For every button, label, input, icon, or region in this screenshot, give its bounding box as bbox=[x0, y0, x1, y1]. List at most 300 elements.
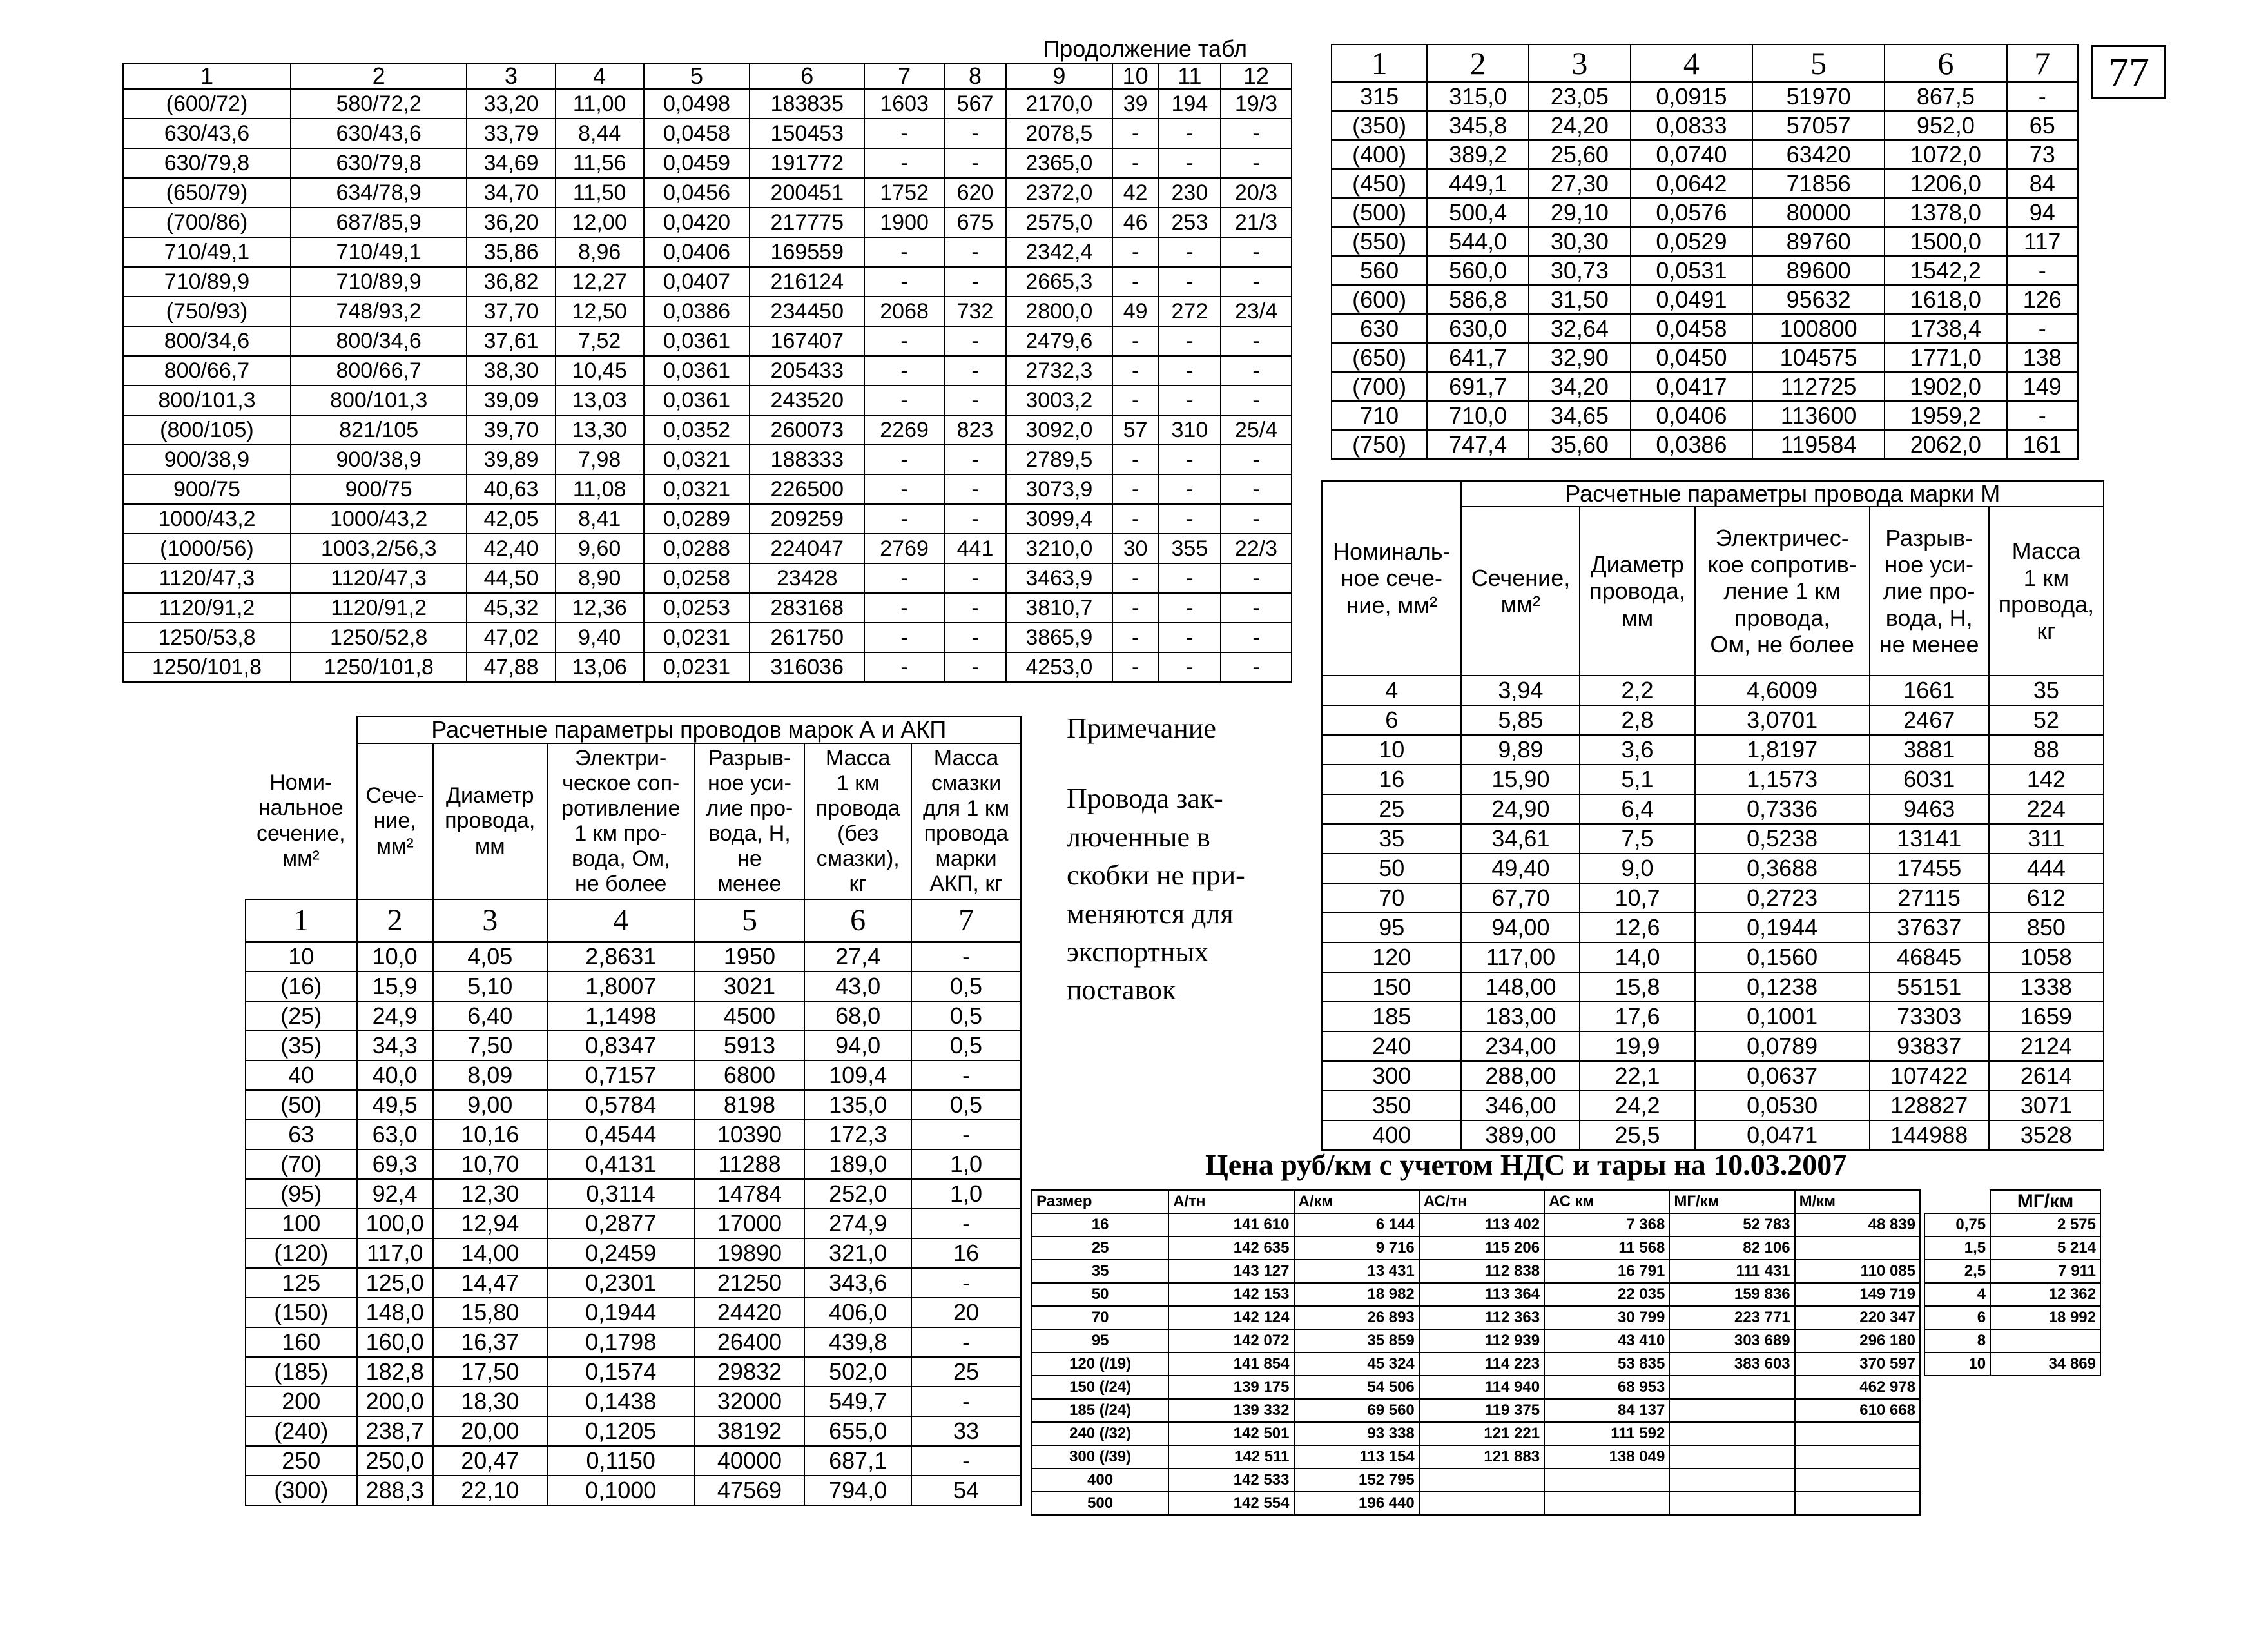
table-cell: 12,50 bbox=[556, 297, 644, 326]
table-cell: - bbox=[864, 326, 944, 356]
table-cell: 3,94 bbox=[1461, 676, 1580, 705]
table-cell: - bbox=[1159, 148, 1221, 178]
table-cell: 68 953 bbox=[1544, 1376, 1669, 1399]
table-cell: 113600 bbox=[1752, 401, 1885, 430]
table-cell: 0,0407 bbox=[644, 267, 750, 297]
table-cell: 1250/52,8 bbox=[291, 623, 467, 652]
table-row bbox=[1924, 1329, 2100, 1353]
table-cell: 160 bbox=[246, 1327, 357, 1357]
table-cell: 5 bbox=[695, 899, 805, 942]
table-cell: 21/3 bbox=[1221, 208, 1292, 237]
table-cell: 0,0459 bbox=[644, 148, 750, 178]
table-cell: 1120/47,3 bbox=[291, 563, 467, 593]
table-cell: 240 bbox=[1322, 1031, 1461, 1061]
table-cell: - bbox=[944, 563, 1006, 593]
table-row bbox=[246, 972, 1021, 1001]
table-cell: 0,0321 bbox=[644, 445, 750, 474]
table-cell: 120 bbox=[1322, 943, 1461, 972]
table-cell: 630/43,6 bbox=[291, 119, 467, 148]
table-cell: 94 bbox=[2007, 198, 2078, 227]
table-cell: 52 783 bbox=[1669, 1213, 1794, 1236]
table-row bbox=[123, 445, 1292, 474]
table-cell: 11 568 bbox=[1544, 1236, 1669, 1260]
table-row bbox=[1924, 1306, 2100, 1329]
table-cell: 167407 bbox=[750, 326, 864, 356]
table-cell: 24420 bbox=[695, 1298, 805, 1327]
table-cell: 128827 bbox=[1870, 1091, 1989, 1120]
table-row bbox=[1332, 169, 2078, 198]
table-cell: - bbox=[1159, 474, 1221, 504]
table-cell: 150 (/24) bbox=[1032, 1376, 1168, 1399]
table-cell: 67,70 bbox=[1461, 883, 1580, 913]
table-cell: 21250 bbox=[695, 1268, 805, 1298]
table-cell: 2,5 bbox=[1924, 1260, 1990, 1283]
table-cell: 3021 bbox=[695, 972, 805, 1001]
table-cell: 1771,0 bbox=[1885, 343, 2006, 372]
table-cell: 6,4 bbox=[1580, 794, 1694, 824]
table-cell bbox=[1795, 1492, 1920, 1515]
table-cell: 3 bbox=[1529, 44, 1631, 82]
table-cell: Разрыв- ное уси- лие про- вода, Н, не менее bbox=[1870, 507, 1989, 676]
table-cell: (750/93) bbox=[123, 297, 291, 326]
note-line: экспортных bbox=[1067, 935, 1208, 968]
table-cell: 15,80 bbox=[433, 1298, 547, 1327]
table-row bbox=[246, 1149, 1021, 1179]
table-cell: 45 324 bbox=[1294, 1353, 1419, 1376]
table-row bbox=[1032, 1353, 1920, 1376]
table-row bbox=[1032, 1236, 1920, 1260]
header-row bbox=[1032, 1190, 1920, 1213]
table-cell: 71856 bbox=[1752, 169, 1885, 198]
table-cell: - bbox=[911, 1060, 1021, 1090]
table-cell: - bbox=[1221, 356, 1292, 386]
table-cell: 2 bbox=[357, 899, 433, 942]
table-cell: 641,7 bbox=[1427, 343, 1529, 372]
table-cell: 2479,6 bbox=[1006, 326, 1112, 356]
table-cell: 50 bbox=[1322, 854, 1461, 883]
table-cell: 46 bbox=[1112, 208, 1159, 237]
table-cell: 500 bbox=[1032, 1492, 1168, 1515]
table-cell: 183,00 bbox=[1461, 1002, 1580, 1031]
table-continuation bbox=[122, 35, 1292, 683]
table-cell: 16 bbox=[911, 1238, 1021, 1268]
table-cell: 0,2723 bbox=[1695, 883, 1870, 913]
table-cell: - bbox=[1159, 267, 1221, 297]
table-cell: 183835 bbox=[750, 89, 864, 119]
column-number-row bbox=[1332, 44, 2078, 82]
table-cell: 0,5 bbox=[911, 1090, 1021, 1120]
table-cell: 54 bbox=[911, 1476, 1021, 1505]
table-row bbox=[1332, 430, 2078, 459]
table-cell: 95 bbox=[1032, 1329, 1168, 1353]
table-cell: 3071 bbox=[1989, 1091, 2104, 1120]
table-cell: (550) bbox=[1332, 227, 1427, 256]
table-row bbox=[123, 178, 1292, 208]
table-cell: 449,1 bbox=[1427, 169, 1529, 198]
table-cell: - bbox=[944, 267, 1006, 297]
table-cell: 35 bbox=[1322, 824, 1461, 854]
table-cell: 0,4131 bbox=[547, 1149, 695, 1179]
table-cell: 10 bbox=[1322, 735, 1461, 765]
table-cell: 0,0915 bbox=[1631, 82, 1752, 111]
table-cell: 36,82 bbox=[467, 267, 555, 297]
table-cell: 33,79 bbox=[467, 119, 555, 148]
table-cell: 2078,5 bbox=[1006, 119, 1112, 148]
table-row bbox=[246, 1327, 1021, 1357]
table-cell: 439,8 bbox=[804, 1327, 911, 1357]
table-cell: 260073 bbox=[750, 415, 864, 445]
table-cell: - bbox=[1221, 474, 1292, 504]
table-cell: 6 bbox=[1322, 705, 1461, 735]
table-cell: 303 689 bbox=[1669, 1329, 1794, 1353]
table-cell: 4253,0 bbox=[1006, 652, 1112, 682]
table-cell: 20/3 bbox=[1221, 178, 1292, 208]
table-cell: - bbox=[944, 356, 1006, 386]
table-cell: 0,0406 bbox=[1631, 401, 1752, 430]
table-cell: 200 bbox=[246, 1387, 357, 1416]
table-cell: 172,3 bbox=[804, 1120, 911, 1149]
table-cell: - bbox=[1221, 148, 1292, 178]
table-cell: 634/78,9 bbox=[291, 178, 467, 208]
table-cell: 110 085 bbox=[1795, 1260, 1920, 1283]
table-cell: 1120/91,2 bbox=[123, 593, 291, 623]
table-cell: 1,5 bbox=[1924, 1236, 1990, 1260]
table-cell: 610 668 bbox=[1795, 1399, 1920, 1422]
table-cell bbox=[1669, 1376, 1794, 1399]
table-cell: 43,0 bbox=[804, 972, 911, 1001]
table-cell: 200,0 bbox=[357, 1387, 433, 1416]
table-cell: 0,0352 bbox=[644, 415, 750, 445]
table-cell: 3 bbox=[467, 63, 555, 89]
table-cell: 9,89 bbox=[1461, 735, 1580, 765]
table-cell: 141 854 bbox=[1168, 1353, 1294, 1376]
table-cell: 343,6 bbox=[804, 1268, 911, 1298]
table-cell: 1,0 bbox=[911, 1149, 1021, 1179]
table-cell: 20,47 bbox=[433, 1446, 547, 1476]
table-cell: 34,61 bbox=[1461, 824, 1580, 854]
table-row bbox=[1332, 314, 2078, 343]
table-cell: 580/72,2 bbox=[291, 89, 467, 119]
table-cell: - bbox=[944, 652, 1006, 682]
table-cell: 0,0498 bbox=[644, 89, 750, 119]
table-cell: 560 bbox=[1332, 256, 1427, 285]
table-cell: 126 bbox=[2007, 285, 2078, 314]
table-cell: 710/89,9 bbox=[123, 267, 291, 297]
table-cell: 7 bbox=[864, 63, 944, 89]
table-cell: 84 137 bbox=[1544, 1399, 1669, 1422]
table-cell: 35,86 bbox=[467, 237, 555, 267]
table-cell: 900/38,9 bbox=[123, 445, 291, 474]
table-cell: 794,0 bbox=[804, 1476, 911, 1505]
table-cell: 1738,4 bbox=[1885, 314, 2006, 343]
table-cell: 30,30 bbox=[1529, 227, 1631, 256]
table-cell: 196 440 bbox=[1294, 1492, 1419, 1515]
table-cell bbox=[1544, 1469, 1669, 1492]
table-cell: 7 bbox=[2007, 44, 2078, 82]
table-row bbox=[1322, 705, 2104, 735]
table-cell: 3463,9 bbox=[1006, 563, 1112, 593]
table-cell: МГ/км bbox=[1669, 1190, 1794, 1213]
table-cell: 38192 bbox=[695, 1416, 805, 1446]
table-row bbox=[1322, 854, 2104, 883]
table-m bbox=[1321, 480, 2104, 1151]
table-cell: (700/86) bbox=[123, 208, 291, 237]
table-row bbox=[1332, 227, 2078, 256]
table-continuation-right bbox=[1331, 44, 2079, 460]
mg-price-table bbox=[1924, 1189, 2101, 1376]
table-cell: 185 bbox=[1322, 1002, 1461, 1031]
table-cell: 5 bbox=[1752, 44, 1885, 82]
table-cell: 2614 bbox=[1989, 1061, 2104, 1091]
table-cell: 5,10 bbox=[433, 972, 547, 1001]
table-row bbox=[123, 267, 1292, 297]
table-cell: - bbox=[911, 1268, 1021, 1298]
table-cell: 10 bbox=[1924, 1353, 1990, 1376]
table-a-akp bbox=[245, 716, 1022, 1506]
table-cell: Разрыв- ное уси- лие про- вода, Н, не менее bbox=[695, 743, 805, 899]
table-cell: 27,30 bbox=[1529, 169, 1631, 198]
table-caption-row bbox=[246, 716, 1021, 743]
table-cell: 300 bbox=[1322, 1061, 1461, 1091]
table-cell: 7,98 bbox=[556, 445, 644, 474]
table-cell: 40,0 bbox=[357, 1060, 433, 1090]
table-cell: 209259 bbox=[750, 504, 864, 534]
table-row bbox=[1032, 1399, 1920, 1422]
table-cell: - bbox=[864, 563, 944, 593]
table-cell: 7 368 bbox=[1544, 1213, 1669, 1236]
table-row bbox=[1032, 1445, 1920, 1469]
table-cell: 311 bbox=[1989, 824, 2104, 854]
table-cell: (120) bbox=[246, 1238, 357, 1268]
table-row bbox=[1322, 765, 2104, 794]
table-cell: 586,8 bbox=[1427, 285, 1529, 314]
table-cell: 12,6 bbox=[1580, 913, 1694, 943]
table-cell: 0,5 bbox=[911, 972, 1021, 1001]
table-row bbox=[246, 1476, 1021, 1505]
table-cell: 20,00 bbox=[433, 1416, 547, 1446]
table-cell: 1000/43,2 bbox=[291, 504, 467, 534]
table-cell: 5913 bbox=[695, 1031, 805, 1060]
table-cell: 2732,3 bbox=[1006, 356, 1112, 386]
table-cell: 710/89,9 bbox=[291, 267, 467, 297]
table-cell: 33 bbox=[911, 1416, 1021, 1446]
table-cell: 43 410 bbox=[1544, 1329, 1669, 1353]
table-cell: 4,6009 bbox=[1695, 676, 1870, 705]
table-cell: (240) bbox=[246, 1416, 357, 1446]
table-cell: 900/75 bbox=[123, 474, 291, 504]
table-cell: 68,0 bbox=[804, 1001, 911, 1031]
table-cell: 15,90 bbox=[1461, 765, 1580, 794]
table-cell: 34,65 bbox=[1529, 401, 1631, 430]
table-cell: 24,20 bbox=[1529, 111, 1631, 140]
table-cell: - bbox=[1112, 148, 1159, 178]
table-cell: 22/3 bbox=[1221, 534, 1292, 563]
table-cell: - bbox=[1221, 267, 1292, 297]
table-cell: 26 893 bbox=[1294, 1306, 1419, 1329]
table-cell: - bbox=[864, 652, 944, 682]
table-cell: 2,8 bbox=[1580, 705, 1694, 735]
table-cell: 253 bbox=[1159, 208, 1221, 237]
table-cell: 10,0 bbox=[357, 942, 433, 972]
table-cell: 95 bbox=[1322, 913, 1461, 943]
table-cell: 12,27 bbox=[556, 267, 644, 297]
table-cell: 0,0458 bbox=[644, 119, 750, 148]
table-cell: 25/4 bbox=[1221, 415, 1292, 445]
table-cell: 49 bbox=[1112, 297, 1159, 326]
table-cell: 148,0 bbox=[357, 1298, 433, 1327]
table-row bbox=[1332, 82, 2078, 111]
table-cell: 710/49,1 bbox=[123, 237, 291, 267]
table-cell: 36,20 bbox=[467, 208, 555, 237]
table-cell: 53 835 bbox=[1544, 1353, 1669, 1376]
table-row bbox=[123, 208, 1292, 237]
table-cell: - bbox=[1221, 563, 1292, 593]
table-row bbox=[246, 1416, 1021, 1446]
table-cell: А/км bbox=[1294, 1190, 1419, 1213]
table-cell: - bbox=[1221, 445, 1292, 474]
table-cell: 121 221 bbox=[1419, 1422, 1544, 1445]
table-cell: 1500,0 bbox=[1885, 227, 2006, 256]
table-cell: 89600 bbox=[1752, 256, 1885, 285]
table-cell: - bbox=[1159, 356, 1221, 386]
table-cell: 23,05 bbox=[1529, 82, 1631, 111]
table-cell: 82 106 bbox=[1669, 1236, 1794, 1260]
table-row bbox=[1322, 735, 2104, 765]
table-cell: - bbox=[944, 148, 1006, 178]
table-cell: 0,0231 bbox=[644, 623, 750, 652]
table-cell: 18 982 bbox=[1294, 1283, 1419, 1306]
table-row bbox=[1924, 1213, 2100, 1236]
table-cell: 0,0458 bbox=[1631, 314, 1752, 343]
table-cell: 11,50 bbox=[556, 178, 644, 208]
table-cell: 47569 bbox=[695, 1476, 805, 1505]
table-cell: Электричес- кое сопротив- ление 1 км провода, Ом, не более bbox=[1695, 507, 1870, 676]
table-cell: 544,0 bbox=[1427, 227, 1529, 256]
table-cell: 2 575 bbox=[1990, 1213, 2100, 1236]
table-cell: - bbox=[864, 119, 944, 148]
table-row bbox=[246, 1090, 1021, 1120]
table-cell: 748/93,2 bbox=[291, 297, 467, 326]
table-cell: 1959,2 bbox=[1885, 401, 2006, 430]
table-cell: 0,0740 bbox=[1631, 140, 1752, 169]
table-row bbox=[123, 386, 1292, 415]
table-row bbox=[246, 1387, 1021, 1416]
table-cell: 1,8007 bbox=[547, 972, 695, 1001]
table-cell: 406,0 bbox=[804, 1298, 911, 1327]
table-row bbox=[1924, 1260, 2100, 1283]
table-cell: 47,02 bbox=[467, 623, 555, 652]
table-row bbox=[246, 1298, 1021, 1327]
table-cell: 159 836 bbox=[1669, 1283, 1794, 1306]
table-cell: 25 bbox=[1322, 794, 1461, 824]
table-cell: 0,0231 bbox=[644, 652, 750, 682]
table-cell: 73 bbox=[2007, 140, 2078, 169]
table-row bbox=[1322, 1002, 2104, 1031]
table-cell: - bbox=[944, 474, 1006, 504]
table-caption-row bbox=[1322, 481, 2104, 507]
table-cell: (1000/56) bbox=[123, 534, 291, 563]
table-cell: Электри- ческое соп- ротивление 1 км про- вода, Ом, не более bbox=[547, 743, 695, 899]
table-cell: 49,40 bbox=[1461, 854, 1580, 883]
table-cell: 142 533 bbox=[1168, 1469, 1294, 1492]
table-row bbox=[246, 1268, 1021, 1298]
table-row bbox=[1924, 1236, 2100, 1260]
table-cell: 2068 bbox=[864, 297, 944, 326]
table-cell: 2269 bbox=[864, 415, 944, 445]
table-cell: 1000/43,2 bbox=[123, 504, 291, 534]
table-row bbox=[1322, 824, 2104, 854]
table-cell: 11,08 bbox=[556, 474, 644, 504]
table-cell: 89760 bbox=[1752, 227, 1885, 256]
table-cell: 65 bbox=[2007, 111, 2078, 140]
table-cell: 148,00 bbox=[1461, 972, 1580, 1002]
table-cell: 630/79,8 bbox=[123, 148, 291, 178]
table-cell: (700) bbox=[1332, 372, 1427, 401]
table-cell: 315,0 bbox=[1427, 82, 1529, 111]
table-cell: 216124 bbox=[750, 267, 864, 297]
table-cell: - bbox=[864, 593, 944, 623]
table-cell: 142 124 bbox=[1168, 1306, 1294, 1329]
table-cell: (350) bbox=[1332, 111, 1427, 140]
table-cell: - bbox=[911, 1327, 1021, 1357]
table-row bbox=[1032, 1469, 1920, 1492]
table-cell: 315 bbox=[1332, 82, 1427, 111]
table-cell: 1250/53,8 bbox=[123, 623, 291, 652]
table-row bbox=[123, 148, 1292, 178]
table-cell: 1378,0 bbox=[1885, 198, 2006, 227]
table-cell: 0,0253 bbox=[644, 593, 750, 623]
table-cell: 747,4 bbox=[1427, 430, 1529, 459]
table-cell: 92,4 bbox=[357, 1179, 433, 1209]
table-cell: 111 592 bbox=[1544, 1422, 1669, 1445]
table-row bbox=[123, 563, 1292, 593]
table-cell: 8 bbox=[944, 63, 1006, 89]
table-cell: (16) bbox=[246, 972, 357, 1001]
table-cell bbox=[1795, 1422, 1920, 1445]
table-cell: - bbox=[944, 119, 1006, 148]
table-cell: 42,05 bbox=[467, 504, 555, 534]
table-row bbox=[1332, 343, 2078, 372]
table-cell: 70 bbox=[1032, 1306, 1168, 1329]
table-cell: - bbox=[1112, 326, 1159, 356]
table-cell: (70) bbox=[246, 1149, 357, 1179]
table-cell: 2342,4 bbox=[1006, 237, 1112, 267]
table-cell: (150) bbox=[246, 1298, 357, 1327]
table-cell: 125,0 bbox=[357, 1268, 433, 1298]
table-cell: 1659 bbox=[1989, 1002, 2104, 1031]
table-cell: 0,0529 bbox=[1631, 227, 1752, 256]
table-cell: Сече- ние, мм² bbox=[357, 743, 433, 899]
table-row bbox=[123, 356, 1292, 386]
table-cell: 104575 bbox=[1752, 343, 1885, 372]
table-cell: 114 223 bbox=[1419, 1353, 1544, 1376]
table-cell: - bbox=[911, 942, 1021, 972]
table-row bbox=[123, 326, 1292, 356]
table-cell: - bbox=[944, 504, 1006, 534]
table-caption: Расчетные параметры проводов марок А и АКП bbox=[357, 716, 1021, 743]
table-cell: 549,7 bbox=[804, 1387, 911, 1416]
table-cell: 8,96 bbox=[556, 237, 644, 267]
table-cell: 8,90 bbox=[556, 563, 644, 593]
table-cell: 261750 bbox=[750, 623, 864, 652]
table-cell: 19890 bbox=[695, 1238, 805, 1268]
table-cell: 2170,0 bbox=[1006, 89, 1112, 119]
table-cell: - bbox=[1221, 623, 1292, 652]
table-cell: 2365,0 bbox=[1006, 148, 1112, 178]
table-cell: 80000 bbox=[1752, 198, 1885, 227]
table-cell: - bbox=[1159, 237, 1221, 267]
table-cell: 182,8 bbox=[357, 1357, 433, 1387]
